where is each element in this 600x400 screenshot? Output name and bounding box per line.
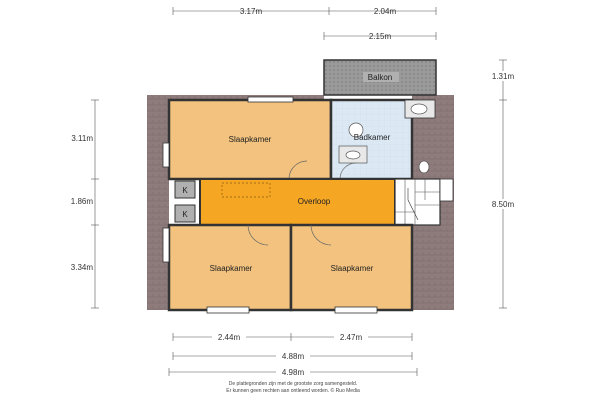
room-label-slaapkamer-top: Slaapkamer <box>228 135 272 144</box>
room-label-badkamer: Badkamer <box>353 133 391 142</box>
window-top <box>248 97 293 102</box>
dim-left-lower: 3.34m <box>70 263 93 272</box>
window-left-top <box>163 143 169 167</box>
dim-balcony-depth: 1.31m <box>491 72 515 81</box>
dim-bottom-inner: 4.88m <box>281 352 305 361</box>
dim-right-total: 8.50m <box>491 200 515 209</box>
footer-line-1: De plattegronden zijn met de grootste zorg samengesteld. <box>228 381 358 387</box>
closet-label-1: K <box>182 186 188 195</box>
dim-top-left: 3.17m <box>239 7 263 16</box>
dim-bottom-right: 2.47m <box>339 333 363 342</box>
dim-left-upper: 3.11m <box>71 134 93 143</box>
sink-icon <box>411 104 427 114</box>
staircase <box>395 179 440 225</box>
closet-label-2: K <box>182 210 188 219</box>
dim-bottom-left: 2.44m <box>217 333 241 342</box>
window-bottom-right <box>335 307 377 313</box>
dim-balcony-width: 2.15m <box>368 32 392 41</box>
footer-line-2: Er kunnen geen rechten aan ontleend worden. © Ruo Media <box>226 388 360 394</box>
exterior-left <box>147 95 169 310</box>
dim-bottom-outer: 4.98m <box>281 368 305 377</box>
room-label-overloop: Overloop <box>297 197 331 206</box>
room-label-slaapkamer-bottom-left: Slaapkamer <box>209 264 253 273</box>
sink-icon <box>346 151 360 159</box>
window-bottom-left <box>207 307 249 313</box>
window-left-bottom <box>163 228 169 262</box>
dim-left-middle: 1.86m <box>70 197 93 206</box>
dim-top-right: 2.04m <box>373 7 397 16</box>
room-label-balkon: Balkon <box>367 73 393 82</box>
toilet-icon <box>419 161 429 173</box>
room-label-slaapkamer-bottom-right: Slaapkamer <box>330 264 374 273</box>
dim-top <box>173 7 436 40</box>
dim-right <box>499 60 507 308</box>
stair-window <box>440 179 453 201</box>
